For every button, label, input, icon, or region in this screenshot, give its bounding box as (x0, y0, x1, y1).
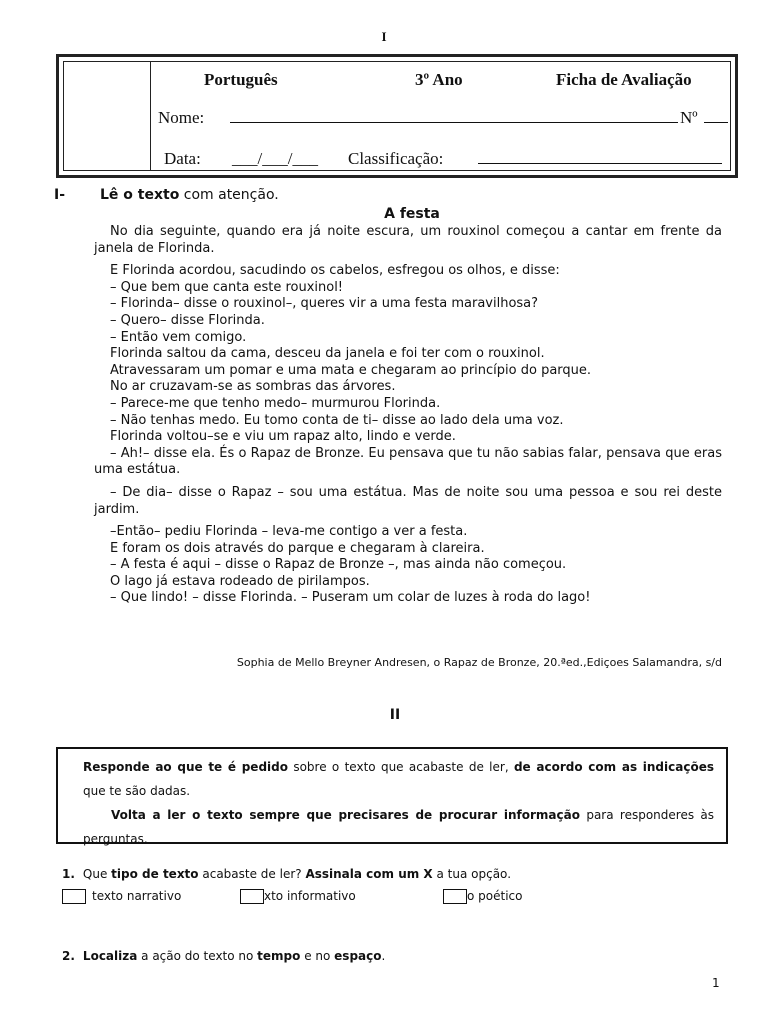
story-paragraph: – A festa é aqui – disse o Rapaz de Bronze –, mas ainda não começou. (110, 557, 567, 573)
q1-text: Que (82, 867, 112, 881)
story-paragraph: – Então vem comigo. (110, 329, 247, 345)
instruction-bold: Lê o texto (100, 187, 180, 203)
option-narrative-label: texto narrativo (92, 889, 182, 903)
story-paragraph: Florinda voltou–se e viu um rapaz alto, lindo e verde. (110, 429, 456, 445)
q1-text: a tua opção. (432, 867, 512, 881)
name-label: Nome: (158, 108, 205, 127)
question-2 (62, 949, 385, 963)
option-informative-checkbox[interactable] (240, 889, 264, 904)
question-2-number: 2. (62, 949, 75, 963)
story-paragraph: Atravessaram um pomar e uma mata e chegaram ao princípio do parque. (110, 362, 592, 378)
q2-text: e no (300, 949, 335, 963)
instructions-paragraph-1 (83, 755, 714, 803)
instruction-rest: com atenção. (179, 187, 279, 203)
q2-text: . (381, 949, 386, 963)
question-1 (62, 867, 511, 881)
question-1-number: 1. (62, 867, 75, 881)
number-field-line[interactable] (704, 108, 728, 123)
grade-year-label: 3º Ano (415, 70, 463, 89)
header-inner-border (63, 61, 731, 171)
date-label: Data: (164, 149, 201, 168)
text-title: A festa (384, 206, 440, 222)
story-paragraph: E foram os dois através do parque e chegaram à clareira. (110, 540, 485, 556)
top-numeral: I (381, 29, 387, 44)
option-poetic-label: o poético (467, 889, 523, 903)
story-paragraph: – Não tenhas medo. Eu tomo conta de ti– disse ao lado dela uma voz. (110, 412, 564, 428)
sheet-title: Ficha de Avaliação (556, 70, 692, 89)
story-paragraph: – De dia– disse o Rapaz – sou uma estátua. Mas de noite sou uma pessoa e sou rei deste jardim. (94, 484, 722, 517)
instr-text-1: sobre o texto que acabaste de ler, (288, 760, 514, 774)
instr-text-3: para responderes às perguntas. (83, 808, 715, 846)
q1-bold: Assinala com um X (305, 867, 433, 881)
story-paragraph: – Que bem que canta este rouxinol! (110, 279, 344, 295)
story-paragraph: Florinda saltou da cama, desceu da janela e foi ter com o rouxinol. (110, 346, 545, 362)
instructions-box (56, 747, 728, 844)
instructions-paragraph-2 (83, 803, 714, 851)
number-label: Nº (680, 108, 698, 127)
instr-bold-2: de acordo com as indicações (513, 760, 714, 774)
subject-label: Português (204, 70, 278, 89)
page-number: 1 (712, 976, 720, 990)
instr-bold-1: Responde ao que te é pedido (83, 760, 288, 774)
story-paragraph: – Quero– disse Florinda. (110, 312, 265, 328)
story-paragraph: E Florinda acordou, sacudindo os cabelos, esfregou os olhos, e disse: (110, 263, 560, 279)
q1-text: acabaste de ler? (198, 867, 306, 881)
q2-text: a ação do texto no (137, 949, 258, 963)
story-paragraph: –Então– pediu Florinda – leva-me contigo a ver a festa. (110, 524, 468, 540)
story-text (94, 224, 722, 607)
date-blanks[interactable]: ___/___/___ (232, 149, 318, 168)
q2-bold: tempo (257, 949, 301, 963)
story-paragraph: – Florinda– disse o rouxinol–, queres vir a uma festa maravilhosa? (110, 296, 539, 312)
option-poetic-checkbox[interactable] (443, 889, 467, 904)
section-one-numeral: I- (54, 187, 66, 203)
story-paragraph: – Ah!– disse ela. És o Rapaz de Bronze. Eu pensava que tu não sabias falar, pensava que eras uma estátua. (94, 445, 722, 478)
section-two-numeral: II (389, 707, 401, 723)
classification-field-line[interactable] (478, 149, 722, 164)
header-divider (150, 62, 151, 170)
q1-bold: tipo de texto (111, 867, 199, 881)
story-paragraph: No dia seguinte, quando era já noite escura, um rouxinol começou a cantar em frente da janela de Florinda. (94, 224, 722, 256)
option-narrative-checkbox[interactable] (62, 889, 86, 904)
name-field-line[interactable] (230, 108, 678, 123)
instr-text-2: que te são dadas. (83, 784, 191, 798)
classification-label: Classificação: (348, 149, 444, 168)
q2-bold: Localiza (82, 949, 138, 963)
story-paragraph: No ar cruzavam-se as sombras das árvores. (110, 379, 396, 395)
option-informative-label: xto informativo (264, 889, 356, 903)
text-source-citation: Sophia de Mello Breyner Andresen, o Rapaz de Bronze, 20.ªed.,Ediçoes Salamandra, s/d (236, 656, 722, 669)
instr-bold-3: Volta a ler o texto sempre que precisares de procurar informação (111, 808, 580, 822)
story-paragraph: – Que lindo! – disse Florinda. – Puseram um colar de luzes à roda do lago! (110, 590, 591, 606)
header-box (56, 54, 738, 178)
q2-bold: espaço (334, 949, 382, 963)
story-paragraph: O lago já estava rodeado de pirilampos. (110, 573, 370, 589)
section-one-instruction (54, 187, 279, 203)
story-paragraph: – Parece-me que tenho medo– murmurou Florinda. (110, 395, 441, 411)
